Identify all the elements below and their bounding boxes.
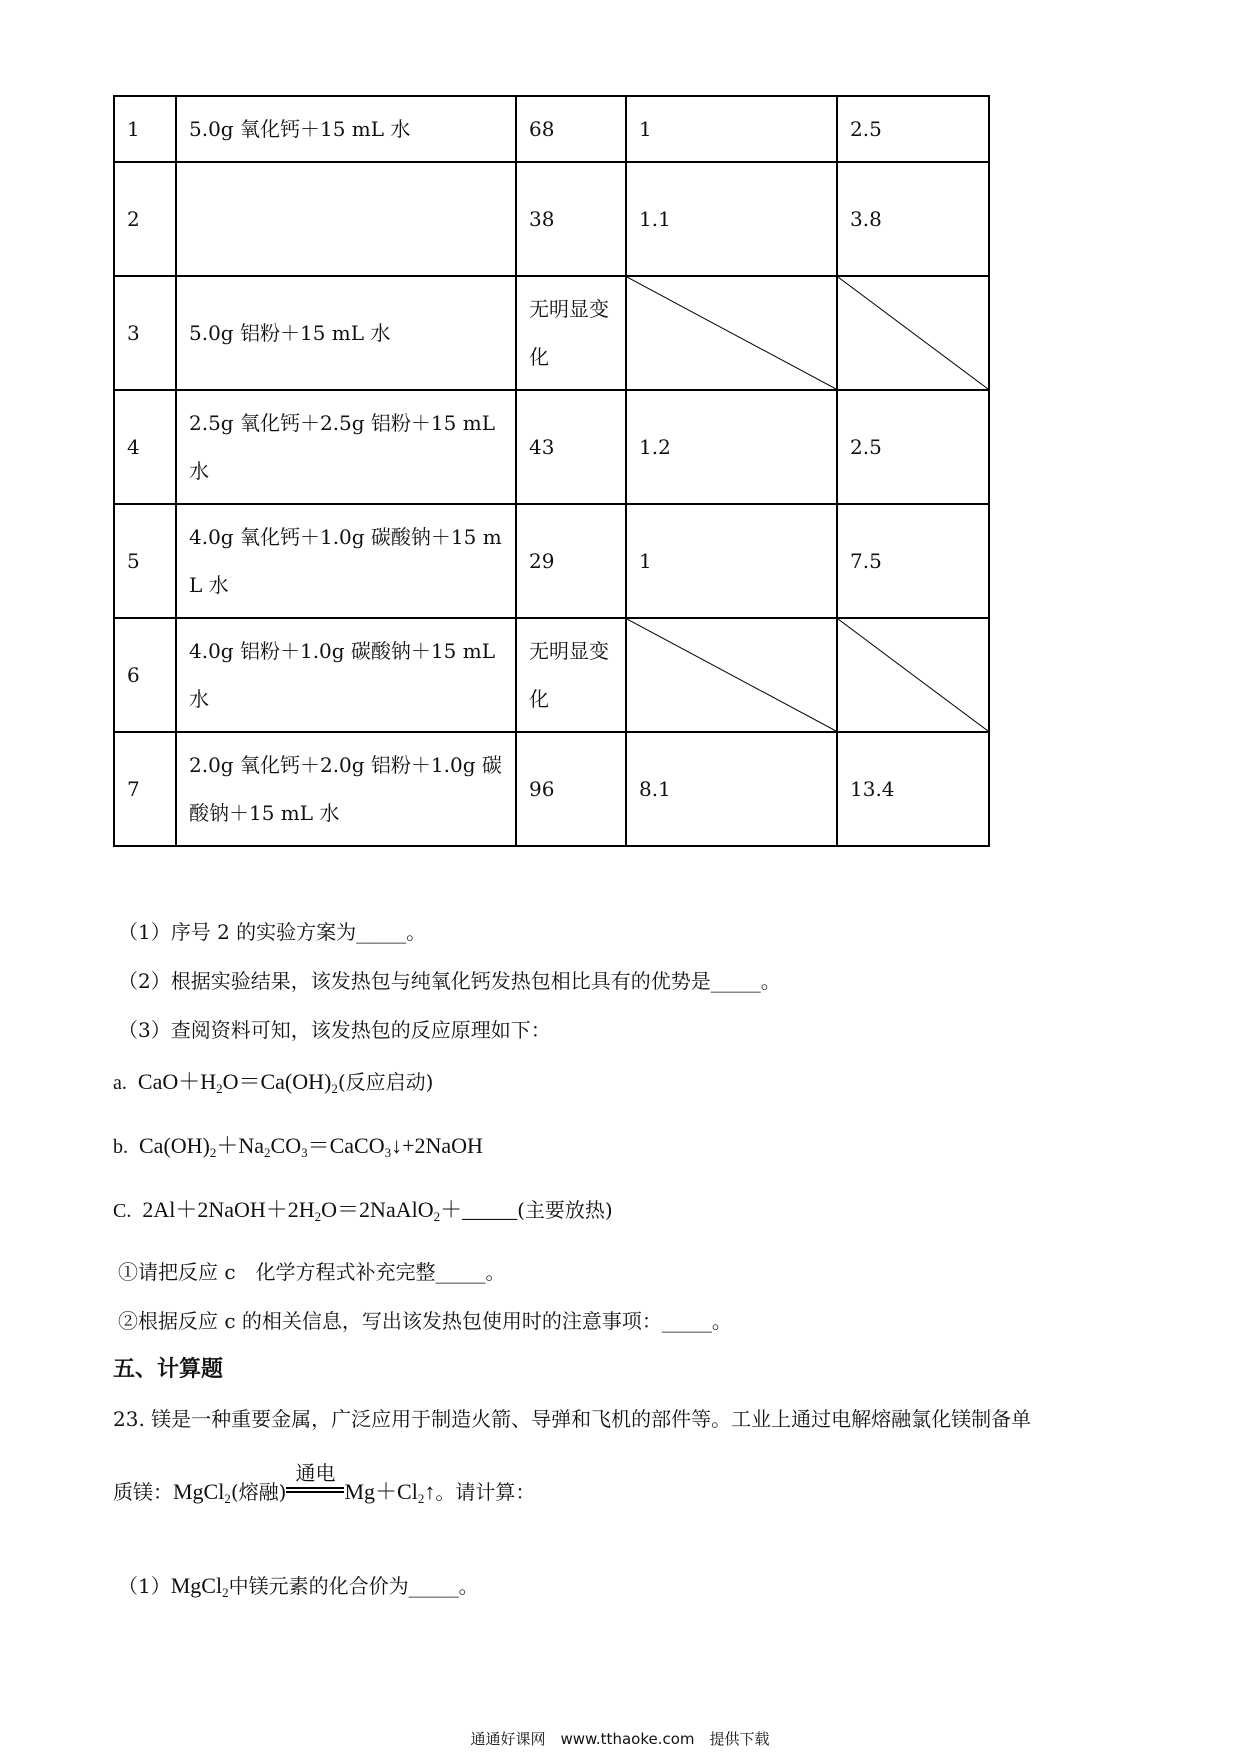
table-row [114, 390, 989, 504]
cell-phenomenon: 68 [516, 96, 626, 162]
question-2: （2）根据实验结果，该发热包与纯氧化钙发热包相比具有的优势是_____。 [118, 969, 781, 993]
cell-scheme: 5.0g 氧化钙＋15 mL 水 [176, 96, 516, 162]
table-row [114, 276, 989, 390]
cell-value-b: 13.4 [837, 732, 989, 846]
sub-question-2: ②根据反应 c 的相关信息，写出该发热包使用时的注意事项：_____。 [118, 1309, 732, 1333]
cell-phenomenon: 43 [516, 390, 626, 504]
cell-scheme: 4.0g 氧化钙＋1.0g 碳酸钠＋15 mL 水 [176, 504, 516, 618]
cell-value-b: 2.5 [837, 96, 989, 162]
cell-scheme: 2.0g 氧化钙＋2.0g 铝粉＋1.0g 碳酸钠＋15 mL 水 [176, 732, 516, 846]
question-1: （1）序号 2 的实验方案为_____。 [118, 920, 427, 944]
sub-question-1: ①请把反应 c 化学方程式补充完整_____。 [118, 1260, 506, 1284]
equation-c-blank: _____ [462, 1197, 518, 1222]
cell-value-b [837, 276, 989, 390]
footer-watermark: 通通好课网 www.tthaoke.com 提供下载 [470, 1730, 770, 1748]
q23-suffix: 。请计算： [435, 1480, 536, 1504]
equation-c-note: (主要放热) [517, 1198, 613, 1222]
cell-value-a: 1 [626, 96, 837, 162]
cell-phenomenon: 96 [516, 732, 626, 846]
cell-scheme: 4.0g 铝粉＋1.0g 碳酸钠＋15 mL 水 [176, 618, 516, 732]
cell-phenomenon: 无明显变化 [516, 276, 626, 390]
cell-number: 7 [114, 732, 176, 846]
q23-melt: (熔融) [230, 1480, 287, 1504]
table-row [114, 504, 989, 618]
cell-value-a: 1.1 [626, 162, 837, 276]
condition-label: 通电 [295, 1461, 336, 1485]
cell-scheme [176, 162, 516, 276]
equation-a-note: (反应启动) [337, 1070, 434, 1094]
q23-prefix: 质镁： [113, 1480, 173, 1504]
cell-value-b [837, 618, 989, 732]
question-23-text: 23. 镁是一种重要金属，广泛应用于制造火箭、导弹和飞机的部件等。工业上通过电解熔融氯化镁制备单 [113, 1407, 1032, 1431]
table-row [114, 732, 989, 846]
cell-number: 6 [114, 618, 176, 732]
cell-value-a: 1.2 [626, 390, 837, 504]
equation-b: b. $Ca(OH)_2+Na_2CO_3=CaCO_3↓+2NaOH$ [113, 1133, 483, 1160]
question-23-sub-1: （1）MgCl$_2$中镁元素的化合价为_____。 [118, 1573, 479, 1600]
cell-value-a [626, 618, 837, 732]
cell-value-a: 8.1 [626, 732, 837, 846]
cell-value-b: 2.5 [837, 390, 989, 504]
cell-value-b: 3.8 [837, 162, 989, 276]
cell-phenomenon: 无明显变化 [516, 618, 626, 732]
experiment-table [113, 95, 990, 847]
cell-scheme: 2.5g 氧化钙＋2.5g 铝粉＋15 mL 水 [176, 390, 516, 504]
cell-scheme: 5.0g 铝粉＋15 mL 水 [176, 276, 516, 390]
cell-value-a: 1 [626, 504, 837, 618]
cell-phenomenon: 38 [516, 162, 626, 276]
cell-number: 3 [114, 276, 176, 390]
equation-c-label: C. [113, 1200, 132, 1222]
table-row [114, 96, 989, 162]
table-row [114, 618, 989, 732]
cell-number: 5 [114, 504, 176, 618]
cell-number: 4 [114, 390, 176, 504]
equation-a: a. $CaO+H_2O=Ca(OH)_2$(反应启动) [113, 1069, 434, 1096]
cell-value-a [626, 276, 837, 390]
q23-sub1-prefix: （1） [118, 1574, 171, 1598]
cell-phenomenon: 29 [516, 504, 626, 618]
equation-a-label: a. [113, 1072, 127, 1094]
q23-sub1-suffix: 中镁元素的化合价为_____。 [228, 1574, 479, 1598]
cell-value-b: 7.5 [837, 504, 989, 618]
cell-number: 1 [114, 96, 176, 162]
table-row [114, 162, 989, 276]
question-3: （3）查阅资料可知，该发热包的反应原理如下： [118, 1018, 551, 1042]
equation-c: C. $2Al+2NaOH+2H_2O=2NaAlO_2+\_\_\_\_\_$(主要放热) [113, 1197, 613, 1224]
reaction-condition [286, 1461, 344, 1499]
section-title: 五、计算题 [113, 1357, 224, 1382]
question-23-equation: 质镁：MgCl$_2$(熔融) 通电 $Mg+Cl_2↑$。请计算： [113, 1475, 535, 1507]
equation-b-label: b. [113, 1136, 128, 1158]
cell-number: 2 [114, 162, 176, 276]
